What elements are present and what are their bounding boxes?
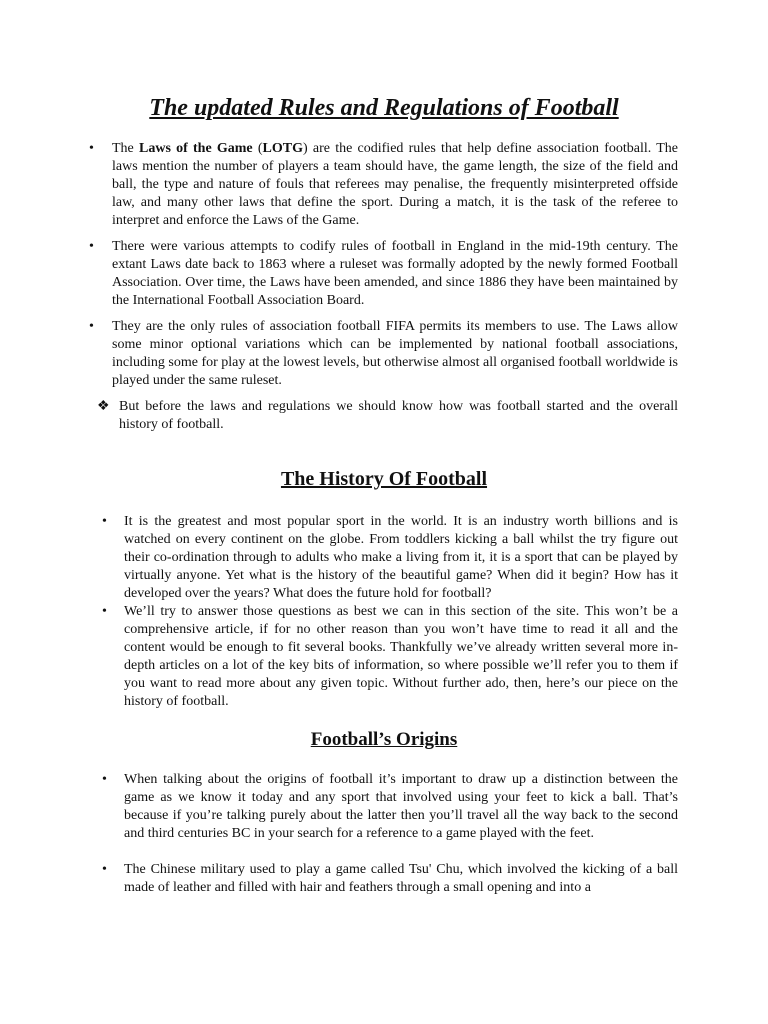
list-item (89, 140, 679, 230)
document-title: The updated Rules and Regulations of Football (149, 95, 619, 121)
list-item (102, 771, 678, 843)
intro-p1-mid: ( (252, 141, 263, 156)
bullet-icon: • (89, 141, 94, 156)
list-item (102, 603, 678, 711)
lotg-abbreviation: LOTG (262, 141, 304, 156)
bullet-icon: • (102, 772, 107, 787)
history-list (102, 513, 678, 711)
intro-p4-text: But before the laws and regulations we should know how was football started and the overall history of football. (119, 399, 678, 432)
diamond-list-item (97, 398, 678, 434)
origins-p2-text: The Chinese military used to play a game called Tsu' Chu, which involved the kicking of a ball made of leather and filled with hair and feathers through a small opening and into a (124, 862, 678, 895)
intro-list (89, 140, 679, 396)
list-item (89, 318, 678, 390)
intro-p1-rest: ) are the codified rules that help define association football. The laws mention the number of players a team should have, the game length, the size of the field and ball, the type and nature of fouls that referees may penalise, the frequently misinterpreted offside law, and many other laws that define the sport. During a match, it is the task of the referee to interpret and enforce the Laws of the Game. (112, 141, 679, 228)
history-p1-text: It is the greatest and most popular sport in the world. It is an industry worth billions and is watched on every continent on the globe. From toddlers kicking a ball whilst the try figure out their co-ordination through to adults who make a living from it, it is a sport that can be played by virtually anyone. Yet what is the history of the beautiful game? When did it begin? How has it developed over the years? What does the future hold for football? (124, 514, 678, 601)
intro-p1-pre: The (112, 141, 139, 156)
list-item (89, 238, 678, 310)
history-heading: The History Of Football (280, 468, 488, 490)
origins-list (102, 771, 678, 897)
bullet-icon: • (102, 604, 107, 619)
list-item (102, 861, 678, 897)
origins-p1-text: When talking about the origins of football it’s important to draw up a distinction between the game as we know it today and any sport that involved using your feet to kick a ball. That’s because if you’re talking purely about the latter then you’ll travel all the way back to the second and third centuries BC in your search for a reference to a game played with the feet. (124, 772, 678, 841)
bullet-icon: • (102, 514, 107, 529)
bullet-icon: • (102, 862, 107, 877)
diamond-bullet-icon: ❖ (97, 399, 110, 414)
history-p2-text: We’ll try to answer those questions as best we can in this section of the site. This won’t be a comprehensive article, if for no other reason than you won’t have time to read it all and the content would be enough to fit several books. Thankfully we’ve already written several more in-depth articles on a lot of the key bits of information, so where possible we’ll refer you to them if you want to read more about any given topic. Without further ado, then, here’s our piece on the history of football. (124, 604, 678, 709)
bullet-icon: • (89, 239, 94, 254)
laws-of-the-game-term: Laws of the Game (139, 141, 253, 156)
origins-heading: Football’s Origins (310, 729, 458, 750)
intro-p2-text: There were various attempts to codify rules of football in England in the mid-19th century. The extant Laws date back to 1863 where a ruleset was formally adopted by the newly formed Football Association. Over time, the Laws have been amended, and since 1886 they have been maintained by the International Football Association Board. (112, 239, 678, 308)
bullet-icon: • (89, 319, 94, 334)
intro-p3-text: They are the only rules of association football FIFA permits its members to use. The Laws allow some minor optional variations which can be implemented by national football associations, including some for play at the lowest levels, but otherwise almost all organised football worldwide is played under the same ruleset. (112, 319, 678, 388)
list-item (102, 513, 678, 603)
